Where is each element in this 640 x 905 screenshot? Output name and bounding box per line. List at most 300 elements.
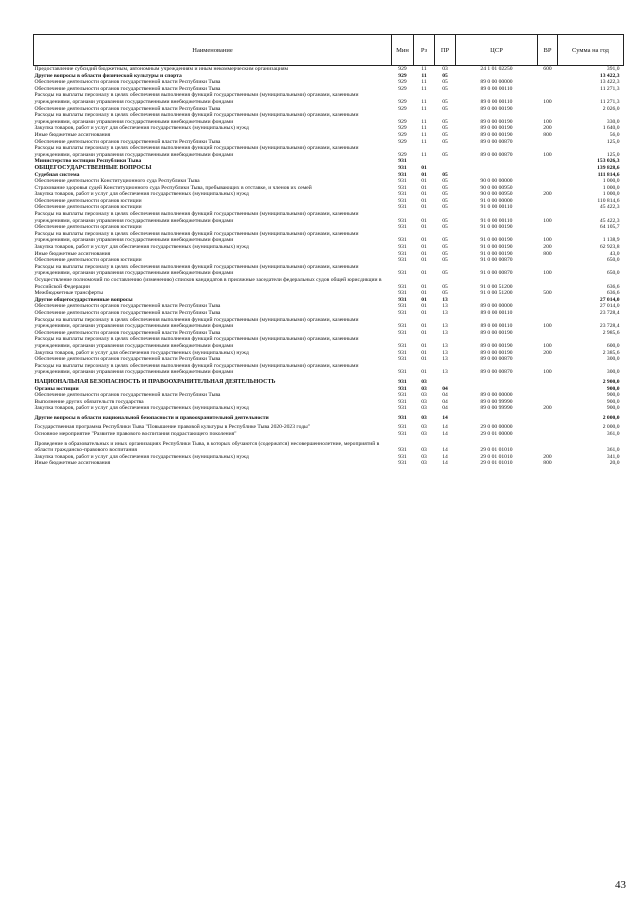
cell-sum: 300,0 [606, 369, 620, 376]
cell-name: Обеспечение деятельности органов государственной власти Республики Тыва [34, 85, 221, 92]
cell-name: Расходы на выплаты персоналу в целях обеспечения выполнения функций государственными (муниципальными) органами, казенными учреждениями, органами управления государственными внебюджетными фондами [34, 336, 359, 349]
cell-pr: 14 [442, 414, 448, 421]
cell-sum: 650,0 [606, 257, 620, 264]
cell-csr: 89 0 00 00190 [480, 342, 513, 349]
table-header [34, 35, 624, 66]
cell-name: Межбюджетные трансферты [34, 290, 103, 297]
cell-vr [538, 424, 558, 431]
cell-name: Обеспечение деятельности органов государственной власти Республики Тыва [34, 329, 221, 336]
table-row [34, 297, 624, 304]
cell-csr [456, 386, 538, 393]
cell-min: 931 [398, 164, 407, 171]
cell-vr: 200 [543, 191, 552, 198]
cell-pr [435, 379, 456, 386]
cell-rz: 03 [421, 453, 427, 460]
table-row [34, 330, 624, 337]
cell-rz: 03 [421, 414, 427, 421]
cell-csr: 89 0 00 00190 [480, 118, 513, 125]
table-row [34, 399, 624, 406]
cell-rz: 11 [421, 105, 427, 112]
cell-csr [456, 165, 538, 172]
cell-csr: 91 0 00 00870 [480, 270, 513, 277]
cell-name: Расходы на выплаты персоналу в целях обеспечения выполнения функций государственными (муниципальными) органами, казенными учреждениями, органами управления государственными внебюджетными фондами [34, 145, 359, 158]
cell-sum: 20,0 [609, 460, 620, 467]
cell-min: 931 [398, 405, 407, 412]
cell-pr: 13 [442, 323, 448, 330]
cell-name: Обеспечение деятельности органов государственной власти Республики Тыва [34, 356, 221, 363]
cell-pr: 13 [442, 349, 448, 356]
cell-csr: 91 0 00 51200 [480, 290, 513, 297]
cell-name: Расходы на выплаты персоналу в целях обеспечения выполнения функций государственными (муниципальными) органами, казенными учреждениями, органами управления государственными внебюджетными фондами [34, 316, 359, 330]
cell-rz: 01 [421, 171, 427, 178]
cell-sum: 650,0 [606, 270, 620, 277]
cell-vr [538, 379, 558, 386]
cell-sum: 361,0 [606, 447, 620, 454]
table-row [34, 424, 624, 431]
table-row [34, 441, 624, 454]
cell-rz: 11 [421, 118, 427, 125]
cell-vr [538, 392, 558, 399]
cell-name: Обеспечение деятельности Конституционного суда Республики Тыва [34, 178, 200, 185]
cell-vr [538, 330, 558, 337]
table-row [34, 211, 624, 224]
cell-min: 931 [398, 309, 407, 316]
cell-name: Другие вопросы в области национальной безопасности и правоохранительной деятельности [34, 414, 269, 421]
cell-csr: 89 0 00 00110 [480, 85, 513, 92]
cell-min: 931 [398, 303, 407, 310]
table-row [34, 185, 624, 192]
cell-csr: 89 0 00 00000 [480, 79, 513, 86]
cell-min: 931 [398, 178, 407, 185]
cell-min: 931 [398, 460, 407, 467]
table-row [34, 178, 624, 185]
cell-name: Иные бюджетные ассигнования [34, 131, 111, 138]
cell-rz: 01 [421, 224, 427, 231]
cell-csr [456, 73, 538, 80]
cell-min: 931 [398, 184, 407, 191]
cell-min: 931 [398, 197, 407, 204]
cell-vr: 100 [543, 118, 552, 125]
cell-sum: 391,0 [606, 66, 620, 72]
cell-name: Судебная система [34, 171, 80, 178]
cell-rz: 03 [421, 424, 427, 431]
cell-name: Органы юстиции [34, 385, 79, 392]
cell-name: Обеспечение деятельности органов юстиции [34, 204, 142, 211]
cell-name: Закупка товаров, работ и услуг для обеспечения государственных (муниципальных) нужд [34, 244, 249, 251]
table-row [34, 317, 624, 330]
cell-min: 931 [398, 191, 407, 198]
table-row [34, 132, 624, 139]
cell-pr: 04 [442, 398, 448, 405]
cell-min: 929 [398, 85, 407, 92]
cell-min: 929 [398, 98, 407, 105]
cell-pr: 05 [442, 237, 448, 244]
cell-csr: 91 0 00 00870 [480, 257, 513, 264]
cell-rz: 03 [421, 398, 427, 405]
cell-sum: 900,0 [606, 405, 620, 412]
cell-min: 931 [398, 158, 407, 165]
table-row [34, 106, 624, 113]
cell-vr [538, 165, 558, 172]
cell-min: 931 [398, 447, 407, 454]
cell-min: 929 [398, 138, 407, 145]
cell-pr: 04 [442, 385, 448, 392]
cell-name: Закупка товаров, работ и услуг для обеспечения государственных (муниципальных) нужд [34, 405, 249, 412]
table-row [34, 92, 624, 105]
cell-min: 931 [398, 290, 407, 297]
cell-min: 931 [398, 342, 407, 349]
cell-name: Закупка товаров, работ и услуг для обеспечения государственных (муниципальных) нужд [34, 349, 249, 356]
cell-csr: 29 0 01 01010 [480, 447, 513, 454]
cell-rz: 03 [421, 392, 427, 399]
cell-csr: 89 0 00 99990 [480, 405, 513, 412]
table-row [34, 356, 624, 363]
cell-name: Государственная программа Республики Тыва "Повышение правовой культуры в Республике Тыва 2020-2023 годы" [34, 424, 311, 431]
cell-sum: 900,0 [606, 392, 620, 399]
table-row [34, 125, 624, 132]
cell-min: 931 [398, 349, 407, 356]
cell-vr: 100 [543, 98, 552, 105]
cell-pr: 05 [442, 98, 448, 105]
cell-min: 929 [398, 79, 407, 86]
cell-sum: 64 105,7 [599, 224, 620, 231]
budget-document [33, 34, 623, 467]
cell-rz: 11 [421, 131, 427, 138]
cell-pr: 05 [442, 105, 448, 112]
cell-name: Выполнение других обязательств государства [34, 398, 144, 405]
cell-sum: 2 026,0 [602, 105, 620, 112]
cell-pr: 05 [442, 171, 448, 178]
cell-vr: 200 [543, 244, 552, 251]
table-body [34, 66, 624, 468]
table-row [34, 277, 624, 290]
cell-vr [538, 386, 558, 393]
cell-rz: 11 [421, 79, 427, 86]
cell-pr: 05 [442, 184, 448, 191]
cell-rz: 01 [421, 329, 427, 336]
cell-name: Закупка товаров, работ и услуг для обеспечения государственных (муниципальных) нужд [34, 191, 249, 198]
cell-vr: 800 [543, 460, 552, 467]
cell-rz: 01 [421, 342, 427, 349]
cell-sum: 341,0 [606, 453, 620, 460]
cell-sum: 27 014,0 [599, 296, 620, 303]
cell-min: 931 [398, 257, 407, 264]
table-row [34, 386, 624, 393]
cell-sum: 45 422,3 [599, 204, 620, 211]
cell-csr [456, 415, 538, 422]
cell-sum: 900,0 [606, 398, 620, 405]
cell-pr: 05 [442, 224, 448, 231]
cell-csr: 29 0 01 00000 [480, 431, 513, 438]
cell-vr: 100 [543, 270, 552, 277]
cell-min: 931 [398, 237, 407, 244]
cell-rz: 11 [421, 66, 427, 72]
cell-rz: 01 [421, 250, 427, 257]
table-row [34, 158, 624, 165]
cell-rz: 01 [421, 283, 427, 290]
cell-name: Обеспечение деятельности органов государственной власти Республики Тыва [34, 309, 221, 316]
cell-vr [538, 431, 558, 438]
cell-name: Обеспечение деятельности органов государственной власти Республики Тыва [34, 303, 221, 310]
cell-vr: 500 [543, 290, 552, 297]
cell-csr: 89 0 00 00190 [480, 329, 513, 336]
cell-name: Обеспечение деятельности органов государственной власти Республики Тыва [34, 79, 221, 86]
cell-vr: 800 [543, 250, 552, 257]
cell-pr: 04 [442, 392, 448, 399]
page-number: 43 [615, 879, 626, 891]
cell-sum: 1 000,0 [602, 184, 620, 191]
cell-rz: 11 [421, 151, 427, 158]
cell-pr: 05 [442, 118, 448, 125]
cell-name: Иные бюджетные ассигнования [34, 250, 111, 257]
cell-sum: 2 900,0 [602, 378, 620, 385]
cell-vr [538, 277, 558, 290]
cell-sum: 300,0 [606, 356, 620, 363]
cell-vr: 600 [543, 66, 552, 72]
cell-rz: 01 [421, 244, 427, 251]
cell-vr [538, 415, 558, 422]
cell-sum: 23 728,4 [599, 309, 620, 316]
cell-rz: 03 [421, 385, 427, 392]
cell-pr: 05 [442, 244, 448, 251]
cell-sum: 111 814,6 [597, 171, 620, 178]
table-row [34, 79, 624, 86]
cell-csr: 89 0 00 00870 [480, 369, 513, 376]
cell-name: Расходы на выплаты персоналу в целях обеспечения выполнения функций государственными (муниципальными) органами, казенными учреждениями, органами управления государственными внебюджетными фондами [34, 211, 359, 224]
cell-csr: 89 0 00 00000 [480, 392, 513, 399]
table-row [34, 405, 624, 412]
cell-pr: 05 [442, 85, 448, 92]
cell-csr: 91 0 00 00110 [480, 204, 513, 211]
cell-name: Другие общегосударственные вопросы [34, 296, 133, 303]
cell-rz: 11 [421, 85, 427, 92]
cell-sum: 23 728,4 [599, 323, 620, 330]
cell-pr: 14 [442, 431, 448, 438]
table-row [34, 251, 624, 258]
cell-pr: 13 [442, 369, 448, 376]
cell-vr [538, 198, 558, 205]
cell-pr: 05 [442, 283, 448, 290]
cell-pr: 05 [442, 204, 448, 211]
cell-name: Расходы на выплаты персоналу в целях обеспечения выполнения функций государственными (муниципальными) органами, казенными учреждениями, органами управления государственными внебюджетными фондами [34, 112, 359, 125]
cell-name: Предоставление субсидий бюджетным, автономным учреждениям и иным некоммерческим организациям [34, 66, 289, 72]
cell-csr: 91 0 00 00190 [480, 250, 513, 257]
cell-sum: 139 828,6 [597, 164, 620, 171]
table-row [34, 139, 624, 146]
cell-vr [538, 224, 558, 231]
cell-name: Расходы на выплаты персоналу в целях обеспечения выполнения функций государственными (муниципальными) органами, казенными учреждениями, органами управления государственными внебюджетными фондами [34, 362, 359, 376]
cell-name: Расходы на выплаты персоналу в целях обеспечения выполнения функций государственными (муниципальными) органами, казенными учреждениями, органами управления государственными внебюджетными фондами [34, 230, 359, 244]
cell-sum: 900,0 [606, 385, 620, 392]
cell-name: Проведение в образовательных и иных организациях Республики Тыва, в которых обучаются (содержатся) несовершеннолетние, мероприятий в области гражданско-правового воспитания [34, 440, 380, 454]
cell-rz: 03 [421, 405, 427, 412]
cell-vr: 200 [543, 349, 552, 356]
cell-min: 931 [398, 329, 407, 336]
cell-vr: 200 [543, 405, 552, 412]
cell-pr: 13 [442, 303, 448, 310]
cell-csr: 91 0 00 00190 [480, 237, 513, 244]
cell-name: Закупка товаров, работ и услуг для обеспечения государственных (муниципальных) нужд [34, 125, 249, 132]
header-pr: ПР [435, 35, 456, 66]
cell-min: 931 [398, 385, 407, 392]
header-sum: Сумма на год [558, 35, 624, 66]
cell-min: 929 [398, 151, 407, 158]
cell-min: 931 [398, 431, 407, 438]
cell-rz: 01 [421, 296, 427, 303]
cell-rz: 11 [421, 138, 427, 145]
cell-min: 931 [398, 283, 407, 290]
table-row [34, 172, 624, 179]
cell-pr: 13 [442, 356, 448, 363]
header-vr: ВР [538, 35, 558, 66]
cell-pr: 05 [442, 72, 448, 79]
cell-min: 931 [398, 414, 407, 421]
cell-min: 931 [398, 378, 407, 385]
table-row [34, 460, 624, 467]
cell-min: 931 [398, 224, 407, 231]
cell-sum: 153 026,3 [597, 158, 620, 165]
cell-csr: 89 0 00 99990 [480, 398, 513, 405]
cell-name: Расходы на выплаты персоналу в целях обеспечения выполнения функций государственными (муниципальными) органами, казенными учреждениями, органами управления государственными внебюджетными фондами [34, 92, 359, 105]
table-row [34, 264, 624, 277]
table-row [34, 257, 624, 264]
cell-rz: 01 [421, 237, 427, 244]
cell-rz: 11 [421, 98, 427, 105]
cell-pr: 13 [442, 296, 448, 303]
cell-vr [538, 356, 558, 363]
cell-min: 929 [398, 105, 407, 112]
cell-pr: 04 [442, 405, 448, 412]
cell-min: 931 [398, 323, 407, 330]
cell-csr: 91 0 00 51200 [480, 283, 513, 290]
cell-csr [456, 297, 538, 304]
header-name: Наименование [34, 35, 392, 66]
cell-vr [538, 178, 558, 185]
cell-min: 931 [398, 204, 407, 211]
cell-pr: 05 [442, 125, 448, 132]
cell-min: 931 [398, 296, 407, 303]
cell-pr: 13 [442, 309, 448, 316]
cell-pr: 05 [442, 197, 448, 204]
cell-csr: 89 0 00 00190 [480, 125, 513, 132]
cell-rz: 01 [421, 303, 427, 310]
table-row [34, 336, 624, 349]
cell-pr: 13 [442, 342, 448, 349]
cell-vr [538, 257, 558, 264]
cell-vr: 200 [543, 125, 552, 132]
cell-min: 931 [398, 398, 407, 405]
cell-min: 931 [398, 244, 407, 251]
cell-rz: 01 [421, 164, 427, 171]
cell-csr: 89 0 00 00870 [480, 151, 513, 158]
cell-min: 931 [398, 356, 407, 363]
cell-rz: 01 [421, 191, 427, 198]
cell-rz: 01 [421, 257, 427, 264]
cell-rz: 03 [421, 460, 427, 467]
cell-csr: 90 0 00 00950 [480, 184, 513, 191]
cell-csr: 91 0 00 00000 [480, 197, 513, 204]
cell-sum: 1 640,0 [602, 125, 620, 132]
cell-rz: 01 [421, 204, 427, 211]
cell-vr [538, 73, 558, 80]
cell-min: 931 [398, 392, 407, 399]
cell-min: 931 [398, 270, 407, 277]
cell-csr: 89 0 00 00190 [480, 105, 513, 112]
cell-pr [435, 165, 456, 172]
cell-name: Страхование здоровья судей Конституционного суда Республики Тыва, пребывающих в отставке, и членов их семей [34, 184, 312, 191]
cell-vr [538, 106, 558, 113]
cell-pr: 14 [442, 424, 448, 431]
table-row [34, 191, 624, 198]
cell-name: Расходы на выплаты персоналу в целях обеспечения выполнения функций государственными (муниципальными) органами, казенными учреждениями, органами управления государственными внебюджетными фондами [34, 263, 359, 277]
cell-vr [538, 185, 558, 192]
cell-rz: 01 [421, 369, 427, 376]
cell-min: 931 [398, 424, 407, 431]
cell-name: Иные бюджетные ассигнования [34, 460, 111, 467]
table-row [34, 290, 624, 297]
cell-vr [538, 139, 558, 146]
cell-pr: 05 [442, 217, 448, 224]
header-min: Мин [392, 35, 414, 66]
cell-pr: 05 [442, 138, 448, 145]
cell-csr: 89 0 00 00110 [480, 309, 513, 316]
cell-name: Основное мероприятие "Развитие правового воспитания подрастающего поколения" [34, 431, 237, 438]
cell-csr: 29 0 01 01010 [480, 453, 513, 460]
table-row [34, 165, 624, 172]
cell-vr: 100 [543, 237, 552, 244]
table-row [34, 454, 624, 461]
cell-sum: 2 985,6 [602, 329, 620, 336]
cell-rz: 03 [421, 431, 427, 438]
cell-csr: 29 0 01 01010 [480, 460, 513, 467]
cell-sum: 125,0 [606, 151, 620, 158]
table-row [34, 86, 624, 93]
cell-vr [538, 310, 558, 317]
cell-name: НАЦИОНАЛЬНАЯ БЕЗОПАСНОСТЬ И ПРАВООХРАНИТЕЛЬНАЯ ДЕЯТЕЛЬНОСТЬ [34, 378, 276, 385]
cell-sum: 110 814,6 [597, 197, 620, 204]
table-row [34, 73, 624, 80]
header-rz: Рз [414, 35, 435, 66]
cell-sum: 125,0 [606, 138, 620, 145]
cell-rz: 01 [421, 197, 427, 204]
cell-rz: 01 [421, 217, 427, 224]
budget-table [33, 34, 624, 467]
table-row [34, 431, 624, 438]
cell-name: Осуществление полномочий по составлению (изменению) списков кандидатов в присяжные заседатели федеральных судов общей юрисдикции в Российской Федерации [34, 277, 382, 290]
cell-vr: 200 [543, 453, 552, 460]
table-row [34, 379, 624, 386]
cell-csr [456, 379, 538, 386]
cell-min: 929 [398, 72, 407, 79]
cell-sum: 1 138,9 [602, 237, 620, 244]
cell-pr: 05 [442, 191, 448, 198]
cell-sum: 11 271,3 [600, 85, 620, 92]
cell-rz: 11 [421, 125, 427, 132]
cell-min: 931 [398, 250, 407, 257]
cell-vr [538, 441, 558, 454]
cell-rz: 01 [421, 323, 427, 330]
cell-csr: 89 0 00 00870 [480, 138, 513, 145]
cell-vr [538, 79, 558, 86]
cell-sum: 62 923,8 [599, 244, 620, 251]
cell-pr: 05 [442, 131, 448, 138]
cell-name: Закупка товаров, работ и услуг для обеспечения государственных (муниципальных) нужд [34, 453, 249, 460]
cell-rz: 01 [421, 184, 427, 191]
cell-csr: 29 0 00 00000 [480, 424, 513, 431]
cell-pr: 05 [442, 290, 448, 297]
cell-name: Обеспечение деятельности органов юстиции [34, 197, 142, 204]
cell-min: 929 [398, 131, 407, 138]
